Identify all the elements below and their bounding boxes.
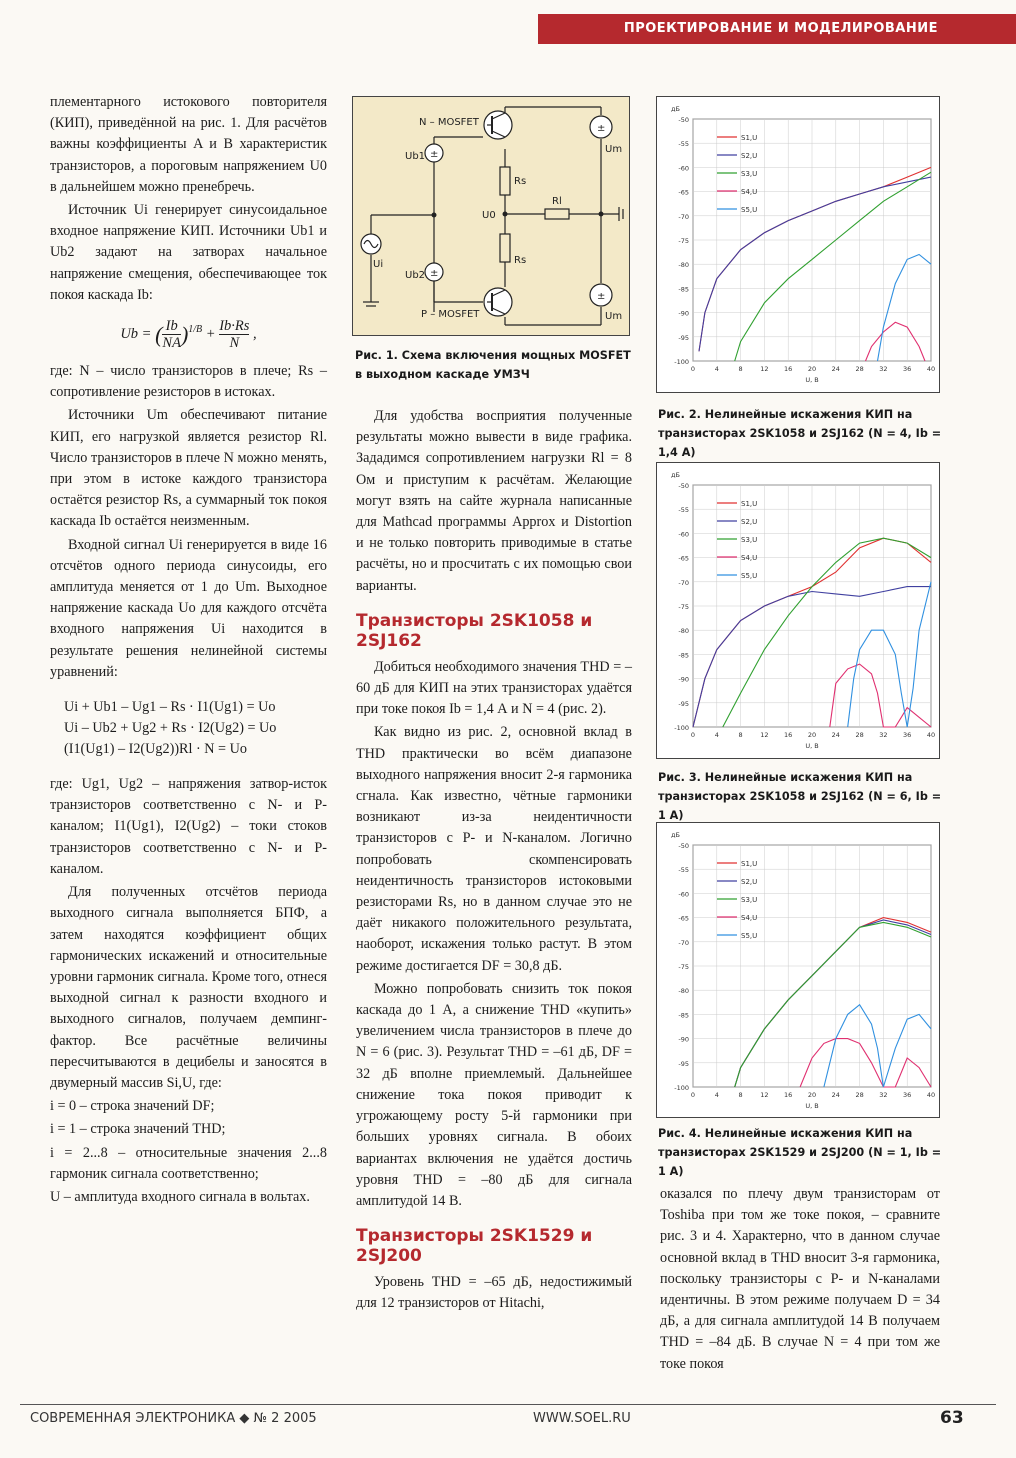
x-tick-label: 20 bbox=[807, 365, 817, 373]
y-tick-label: -85 bbox=[678, 651, 689, 660]
x-tick-label: 40 bbox=[926, 731, 936, 739]
x-tick-label: 4 bbox=[714, 365, 719, 373]
y-tick-label: -55 bbox=[678, 866, 689, 875]
x-tick-label: 8 bbox=[738, 731, 743, 739]
legend-label: S2,U bbox=[741, 152, 758, 160]
paragraph: где: N – число транзисторов в плече; Rs – сопротивление резисторов в истоках. bbox=[50, 363, 327, 401]
paragraph: Источники Um обеспечивают питание КИП, его нагрузкой является резистор Rl. Число транзисторов в плече N можно менять, при этом в истоке каждого транзистора остаётся резистор Rs, а суммарный ток покоя каскада Ib остаётся неизменным. bbox=[50, 407, 327, 530]
y-tick-label: -90 bbox=[678, 1035, 689, 1044]
legend-label: S4,U bbox=[741, 554, 758, 562]
section-heading: Транзисторы 2SK1058 и 2SJ162 bbox=[356, 610, 593, 651]
y-tick-label: -100 bbox=[674, 1084, 689, 1092]
column-2 bbox=[356, 406, 632, 1317]
circuit-diagram bbox=[353, 97, 629, 335]
x-tick-label: 24 bbox=[831, 731, 840, 739]
legend-label: S1,U bbox=[741, 134, 758, 142]
legend-label: S1,U bbox=[741, 860, 758, 868]
y-tick-label: -65 bbox=[678, 188, 689, 197]
label-ui: Ui bbox=[373, 259, 384, 270]
paragraph: Источник Ui генерирует синусоидальное входное напряжение КИП. Источники Ub1 и Ub2 задают на затворах начальное напряжение смещения, обеспечивающее ток покоя каскада Ib: bbox=[50, 202, 327, 303]
legend-label: S3,U bbox=[741, 536, 758, 544]
figure-4-chart bbox=[656, 822, 940, 1118]
y-tick-label: -100 bbox=[674, 724, 689, 732]
x-tick-label: 8 bbox=[738, 365, 743, 373]
y-tick-label: -50 bbox=[678, 842, 689, 850]
x-tick-label: 36 bbox=[903, 365, 912, 373]
figure-2-caption: Рис. 2. Нелинейные искажения КИП на транзисторах 2SK1058 и 2SJ162 (N = 4, Ib = 1,4 А) bbox=[658, 408, 942, 459]
x-tick-label: 28 bbox=[855, 731, 864, 739]
x-tick-label: 12 bbox=[760, 365, 769, 373]
y-tick-label: -60 bbox=[678, 890, 689, 899]
y-tick-label: -60 bbox=[678, 530, 689, 539]
legend-label: S4,U bbox=[741, 914, 758, 922]
legend-label: S5,U bbox=[741, 572, 758, 580]
y-tick-label: -75 bbox=[678, 237, 689, 245]
chart-svg bbox=[657, 97, 939, 392]
label-um-bottom: Um bbox=[605, 311, 623, 322]
y-tick-label: -80 bbox=[678, 987, 689, 996]
y-tick-label: -70 bbox=[678, 212, 689, 221]
x-tick-label: 16 bbox=[784, 365, 793, 373]
y-tick-label: -70 bbox=[678, 938, 689, 947]
y-tick-label: -95 bbox=[678, 333, 689, 342]
legend-label: S5,U bbox=[741, 206, 758, 214]
equation: (I1(Ug1) – I2(Ug2))Rl · N = Uo bbox=[64, 741, 247, 758]
x-tick-label: 32 bbox=[879, 731, 888, 739]
label-rl: Rl bbox=[552, 196, 562, 207]
figure-1-caption: Рис. 1. Схема включения мощных MOSFET в выходном каскаде УМЗЧ bbox=[355, 349, 631, 381]
y-axis-label: дБ bbox=[671, 105, 680, 113]
y-tick-label: -60 bbox=[678, 164, 689, 173]
x-axis-label: U, В bbox=[805, 1102, 819, 1110]
x-tick-label: 4 bbox=[714, 731, 719, 739]
paragraph: Входной сигнал Ui генерируется в виде 16 отсчётов одного периода синусоиды, его амплитуда меняется от 1 до Um. Выходное напряжение каскада Uo для каждого отсчёта входного напряжения Ui находится в результате решения нелинейной системы уравнений: bbox=[50, 536, 327, 680]
paragraph: Для полученных отсчётов периода выходного сигнала выполняется БПФ, а затем находятся коэффициент общих гармонических искажений и относительные уровни гармоник сигнала. Кроме того, отнеся выходной сигнал к разности входного и выходного сигналов, получаем демпинг-фактор. Все расчётные величины пересчитываются в децибелы и заносятся в двумерный массив Si,U, где: bbox=[50, 884, 327, 1091]
label-u0: U0 bbox=[482, 210, 496, 221]
list-item: i = 2...8 – относительные значения 2...8 гармоник сигнала соответственно; bbox=[50, 1144, 327, 1182]
label-nmos: N – MOSFET bbox=[419, 117, 479, 128]
legend-label: S2,U bbox=[741, 878, 758, 886]
x-tick-label: 24 bbox=[831, 1091, 840, 1099]
paragraph: Добиться необходимого значения THD = –60 дБ для КИП на этих транзисторах удаётся при токе покоя Ib = 1,4 А и N = 4 (рис. 2). bbox=[356, 658, 632, 718]
paragraph: где: Ug1, Ug2 – напряжения затвор-исток транзисторов соответственно с N- и P-каналом; I1(Ug1), I2(Ug2) – токи стоков транзисторов соответственно с N- и P-каналом. bbox=[50, 776, 327, 877]
column-1 bbox=[50, 92, 327, 1210]
x-tick-label: 8 bbox=[738, 1091, 743, 1099]
list-item: i = 1 – строка значений THD; bbox=[50, 1121, 226, 1138]
y-tick-label: -95 bbox=[678, 1059, 689, 1068]
equation: Ui – Ub2 + Ug2 + Rs · I2(Ug2) = Uo bbox=[64, 720, 277, 737]
list-item: i = 0 – строка значений DF; bbox=[50, 1098, 215, 1115]
y-tick-label: -75 bbox=[678, 963, 689, 971]
y-tick-label: -75 bbox=[678, 603, 689, 611]
x-tick-label: 24 bbox=[831, 365, 840, 373]
figure-1-schematic bbox=[352, 96, 630, 336]
legend-label: S3,U bbox=[741, 896, 758, 904]
y-tick-label: -95 bbox=[678, 699, 689, 708]
x-tick-label: 32 bbox=[879, 1091, 888, 1099]
x-tick-label: 40 bbox=[926, 1091, 936, 1099]
x-axis-label: U, В bbox=[805, 376, 819, 384]
y-tick-label: -65 bbox=[678, 554, 689, 563]
paragraph: оказался по плечу двум транзисторам от Toshiba при том же токе покоя, – сравните рис. 3 и 4. Характерно, что в данном случае основной вклад в THD вносит 3-я гармоника, поскольку транзисторы с P- и N-каналами идентичны. В этом режиме получаем D = 34 дБ, а для сигнала амплитудой 14 В получаем THD = –84 дБ. В случае N = 4 при том же токе покоя bbox=[660, 1186, 940, 1372]
chart-svg bbox=[657, 823, 939, 1117]
x-tick-label: 12 bbox=[760, 731, 769, 739]
paragraph: плементарного истокового повторителя (КИП), приведённой на рис. 1. Для расчётов важны коэффициенты A и B характеристик транзисторов, а пороговым напряжением U0 в дальнейшем можно пренебречь. bbox=[50, 94, 327, 195]
label-pmos: P – MOSFET bbox=[421, 309, 480, 320]
y-tick-label: -70 bbox=[678, 578, 689, 587]
label-rs-top: Rs bbox=[514, 176, 527, 187]
x-tick-label: 28 bbox=[855, 365, 864, 373]
paragraph: Можно попробовать снизить ток покоя каскада до 1 А, а снижение THD «купить» увеличением числа транзисторов в плече до N = 6 (рис. 3). Результат THD = –61 дБ, DF = 32 дБ вполне приемлемый. Дальнейшее снижение тока покоя приводит к угрожающему росту 5-й гармоники при больших уровнях сигнала. В обоих вариантах включения не удаётся достичь уровня THD = –80 дБ для сигнала амплитудой 14 В. bbox=[356, 980, 632, 1209]
x-tick-label: 0 bbox=[690, 365, 696, 373]
x-tick-label: 28 bbox=[855, 1091, 864, 1099]
svg-text:±: ± bbox=[430, 268, 439, 279]
section-header: ПРОЕКТИРОВАНИЕ И МОДЕЛИРОВАНИЕ bbox=[623, 21, 938, 36]
section-heading: Транзисторы 2SK1529 и 2SJ200 bbox=[356, 1226, 593, 1267]
y-tick-label: -55 bbox=[678, 140, 689, 149]
equation: Ui + Ub1 – Ug1 – Rs · I1(Ug1) = Uo bbox=[64, 699, 276, 716]
list-item: U – амплитуда входного сигнала в вольтах. bbox=[50, 1188, 310, 1205]
legend-label: S1,U bbox=[741, 500, 758, 508]
footer-journal: СОВРЕМЕННАЯ ЭЛЕКТРОНИКА ◆ № 2 2005 bbox=[30, 1411, 317, 1426]
footer-rule bbox=[20, 1404, 996, 1405]
x-tick-label: 0 bbox=[690, 1091, 696, 1099]
x-tick-label: 16 bbox=[784, 1091, 793, 1099]
section-header-band bbox=[538, 14, 1016, 44]
y-tick-label: -85 bbox=[678, 1011, 689, 1020]
footer-website: WWW.SOEL.RU bbox=[533, 1411, 631, 1426]
label-rs-bottom: Rs bbox=[514, 255, 527, 266]
y-tick-label: -50 bbox=[678, 116, 689, 124]
x-tick-label: 32 bbox=[879, 365, 888, 373]
chart-svg bbox=[657, 463, 939, 758]
x-tick-label: 20 bbox=[807, 1091, 817, 1099]
y-tick-label: -90 bbox=[678, 309, 689, 318]
y-tick-label: -50 bbox=[678, 482, 689, 490]
legend-label: S5,U bbox=[741, 932, 758, 940]
legend-label: S4,U bbox=[741, 188, 758, 196]
label-ub1: Ub1 bbox=[405, 151, 426, 162]
y-tick-label: -100 bbox=[674, 358, 689, 366]
equation-system bbox=[64, 697, 327, 760]
x-tick-label: 36 bbox=[903, 1091, 912, 1099]
figure-3-caption: Рис. 3. Нелинейные искажения КИП на транзисторах 2SK1058 и 2SJ162 (N = 6, Ib = 1 А) bbox=[658, 771, 942, 822]
x-tick-label: 40 bbox=[926, 365, 936, 373]
paragraph: Как видно из рис. 2, основной вклад в THD практически во всём диапазоне выходного напряжения вносит 2-я гармоника сгнала. Как известно, чётные гармоники возникают из-за неидентичности транзисторов с P- и N-каналом. Логично попробовать скомпенсировать неидентичность транзисторов истоковыми резисторами Rs, но в данном случае это не даёт никакого положительного результата, наоборот, искажения только растут. В этом режиме достигается DF = 30,8 дБ. bbox=[356, 724, 632, 974]
svg-text:±: ± bbox=[597, 123, 606, 134]
x-tick-label: 20 bbox=[807, 731, 817, 739]
label-um-top: Um bbox=[605, 144, 623, 155]
x-tick-label: 36 bbox=[903, 731, 912, 739]
label-ub2: Ub2 bbox=[405, 270, 426, 281]
x-tick-label: 0 bbox=[690, 731, 696, 739]
paragraph: Уровень THD = –65 дБ, недостижимый для 12 транзисторов от Hitachi, bbox=[356, 1274, 632, 1312]
y-tick-label: -80 bbox=[678, 627, 689, 636]
y-axis-label: дБ bbox=[671, 831, 680, 839]
y-tick-label: -80 bbox=[678, 261, 689, 270]
x-tick-label: 16 bbox=[784, 731, 793, 739]
column-3 bbox=[660, 1184, 940, 1377]
x-axis-label: U, В bbox=[805, 742, 819, 750]
figure-3-chart bbox=[656, 462, 940, 759]
page-number: 63 bbox=[940, 1408, 964, 1428]
formula-ub: Ub = ( $\frac{Ib}{NA}$ )$^{1/B}$ + $\frac{Ib\cdot Rs}{N}$ , bbox=[120, 318, 257, 352]
y-tick-label: -85 bbox=[678, 285, 689, 294]
figure-4-caption: Рис. 4. Нелинейные искажения КИП на транзисторах 2SK1529 и 2SJ200 (N = 1, Ib = 1 А) bbox=[658, 1127, 942, 1178]
legend-label: S3,U bbox=[741, 170, 758, 178]
y-tick-label: -55 bbox=[678, 506, 689, 515]
paragraph: Для удобства восприятия полученные результаты можно вывести в виде графика. Зададимся сопротивлением нагрузки Rl = 8 Ом и приступим к расчётам. Желающие могут взять на сайте журнала написанные для Mathcad программы Approx и Distortion и не только повторить приводимые в статье расчёты, но и просчитать с их помощью свои варианты. bbox=[356, 408, 632, 594]
svg-text:±: ± bbox=[430, 149, 439, 160]
y-tick-label: -90 bbox=[678, 675, 689, 684]
x-tick-label: 12 bbox=[760, 1091, 769, 1099]
y-axis-label: дБ bbox=[671, 471, 680, 479]
figure-2-chart bbox=[656, 96, 940, 393]
svg-text:±: ± bbox=[597, 291, 606, 302]
x-tick-label: 4 bbox=[714, 1091, 719, 1099]
y-tick-label: -65 bbox=[678, 914, 689, 923]
legend-label: S2,U bbox=[741, 518, 758, 526]
